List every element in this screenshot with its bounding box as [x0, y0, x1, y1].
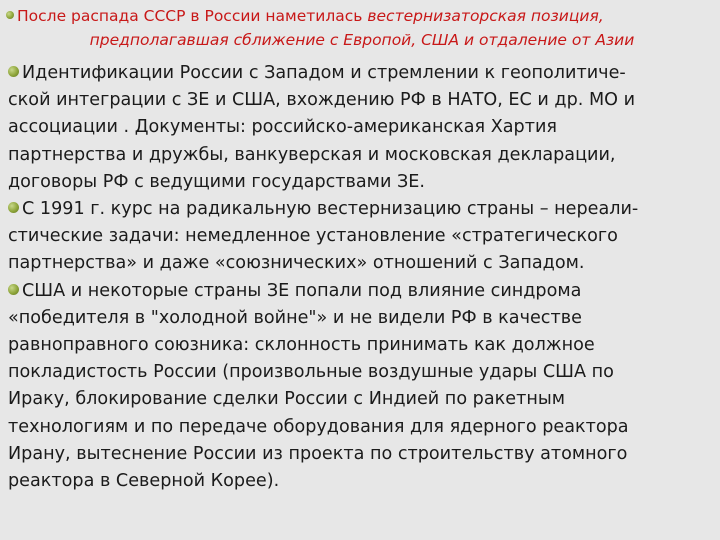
- paragraph-line: ской интеграции с ЗЕ и США, вхождению РФ в НАТО, ЕС и др. МО и: [8, 90, 636, 111]
- paragraph-line: «победителя в "холодной войне"» и не видели РФ в качестве: [8, 307, 582, 328]
- bullet-icon: [6, 11, 14, 19]
- paragraph-3: [8, 278, 708, 496]
- paragraph-line: равноправного союзника: склонность принимать как должное: [8, 335, 595, 356]
- paragraph-line: покладистость России (произвольные воздушные удары США по: [8, 362, 614, 383]
- bullet-icon: [8, 284, 19, 295]
- paragraph-line: [8, 196, 708, 223]
- paragraph-line: технологиям и по передаче оборудования для ядерного реактора: [8, 416, 629, 437]
- paragraph-line: договоры РФ с ведущими государствами ЗЕ.: [8, 171, 425, 192]
- heading-line-2: предполагавшая сближение с Европой, США и отдаление от Азии: [89, 31, 635, 49]
- paragraph-line: [8, 60, 708, 87]
- body-text: [8, 60, 708, 495]
- paragraph-line: партнерства» и даже «союзнических» отношений с Западом.: [8, 253, 585, 274]
- paragraph-line-text: С 1991 г. курс на радикальную вестернизацию страны – нереали-: [22, 199, 639, 220]
- paragraph-line: реактора в Северной Корее).: [8, 471, 280, 492]
- paragraph-line: [8, 278, 708, 305]
- paragraph-line: партнерства и дружбы, ванкуверская и московская декларации,: [8, 144, 616, 165]
- slide-heading: [6, 4, 712, 52]
- paragraph-line-text: США и некоторые страны ЗЕ попали под влияние синдрома: [22, 280, 582, 301]
- heading-line-1-text: После распада СССР в России наметилась: [17, 7, 368, 25]
- paragraph-line: ассоциации . Документы: российско-американская Хартия: [8, 117, 557, 138]
- paragraph-line: Ирану, вытеснение России из проекта по строительству атомного: [8, 443, 628, 464]
- paragraph-line: стические задачи: немедленное установление «стратегического: [8, 226, 618, 247]
- paragraph-line: Ираку, блокирование сделки России с Индией по ракетным: [8, 389, 565, 410]
- paragraph-2: [8, 196, 708, 278]
- paragraph-1: [8, 60, 708, 196]
- paragraph-line-text: Идентификации России с Западом и стремлении к геополитиче-: [22, 63, 626, 83]
- bullet-icon: [8, 202, 19, 213]
- bullet-icon: [8, 66, 19, 77]
- heading-line-1-italic: вестернизаторская позиция,: [367, 7, 604, 25]
- heading-line-1: [6, 4, 712, 28]
